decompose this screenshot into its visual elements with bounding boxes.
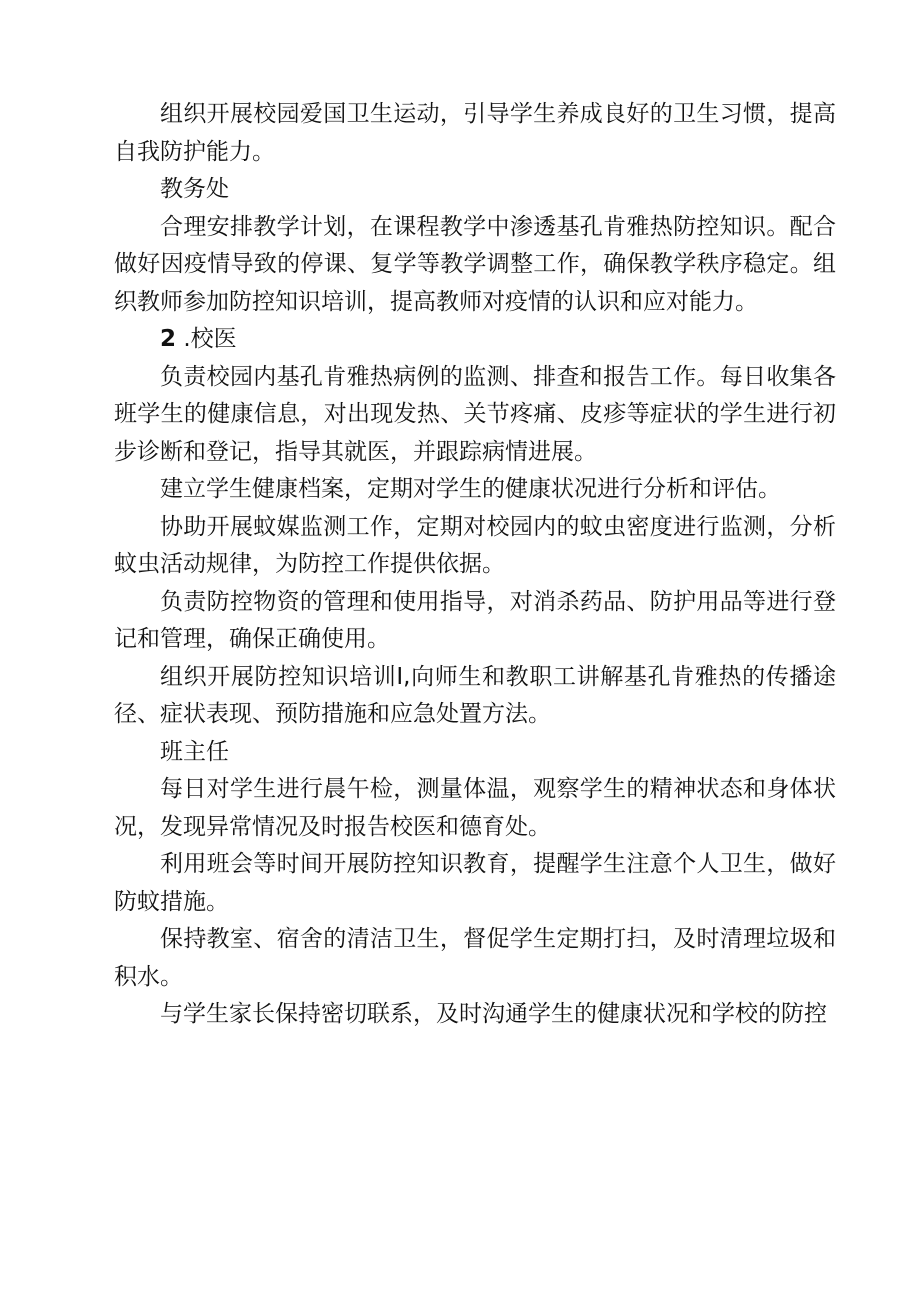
paragraph-supplies-management: 负责防控物资的管理和使用指导，对消杀药品、防护用品等进行登记和管理，确保正确使用。 — [114, 588, 836, 652]
paragraph-case-monitoring: 负责校园内基孔肯雅热病例的监测、排查和报告工作。每日收集各班学生的健康信息，对出现发热、关节疼痛、皮疹等症状的学生进行初步诊断和登记，指导其就医，并跟踪病情进展。 — [114, 363, 836, 465]
paragraph-teaching-plan: 合理安排教学计划，在课程教学中渗透基孔肯雅热防控知识。配合做好因疫情导致的停课、复学等教学调整工作，确保教学秩序稳定。组织教师参加防控知识培训，提高教师对疫情的认识和应对能力。 — [114, 213, 836, 315]
paragraph-morning-check: 每日对学生进行晨午检，测量体温，观察学生的精神状态和身体状况，发现异常情况及时报告校医和德育处。 — [114, 776, 836, 840]
paragraph-class-education: 利用班会等时间开展防控知识教育，提醒学生注意个人卫生，做好防蚊措施。 — [114, 851, 836, 915]
paragraph-parent-contact: 与学生家长保持密切联系，及时沟通学生的健康状况和学校的防控 — [160, 1001, 827, 1027]
document-page — [114, 96, 836, 1034]
heading-class-teacher: 班主任 — [160, 738, 229, 765]
paragraph-training: 组织开展防控知识培训I,向师生和教职工讲解基孔肯雅热的传播途径、症状表现、预防措施和应急处置方法。 — [114, 663, 836, 727]
paragraph-health-records: 建立学生健康档案，定期对学生的健康状况进行分析和评估。 — [160, 476, 781, 502]
heading-label: .校医 — [176, 326, 237, 352]
paragraph-mosquito-monitoring: 协助开展蚊媒监测工作，定期对校园内的蚊虫密度进行监测，分析蚊虫活动规律，为防控工作提供依据。 — [114, 513, 836, 577]
heading-number: 2 — [160, 326, 177, 352]
paragraph-cleanliness: 保持教室、宿舍的清洁卫生，督促学生定期打扫，及时清理垃圾和积水。 — [114, 926, 836, 990]
paragraph-hygiene-campaign: 组织开展校园爱国卫生运动，引导学生养成良好的卫生习惯，提高自我防护能力。 — [114, 101, 836, 165]
heading-academic-affairs: 教务处 — [160, 176, 229, 202]
heading-school-doctor — [114, 321, 836, 359]
